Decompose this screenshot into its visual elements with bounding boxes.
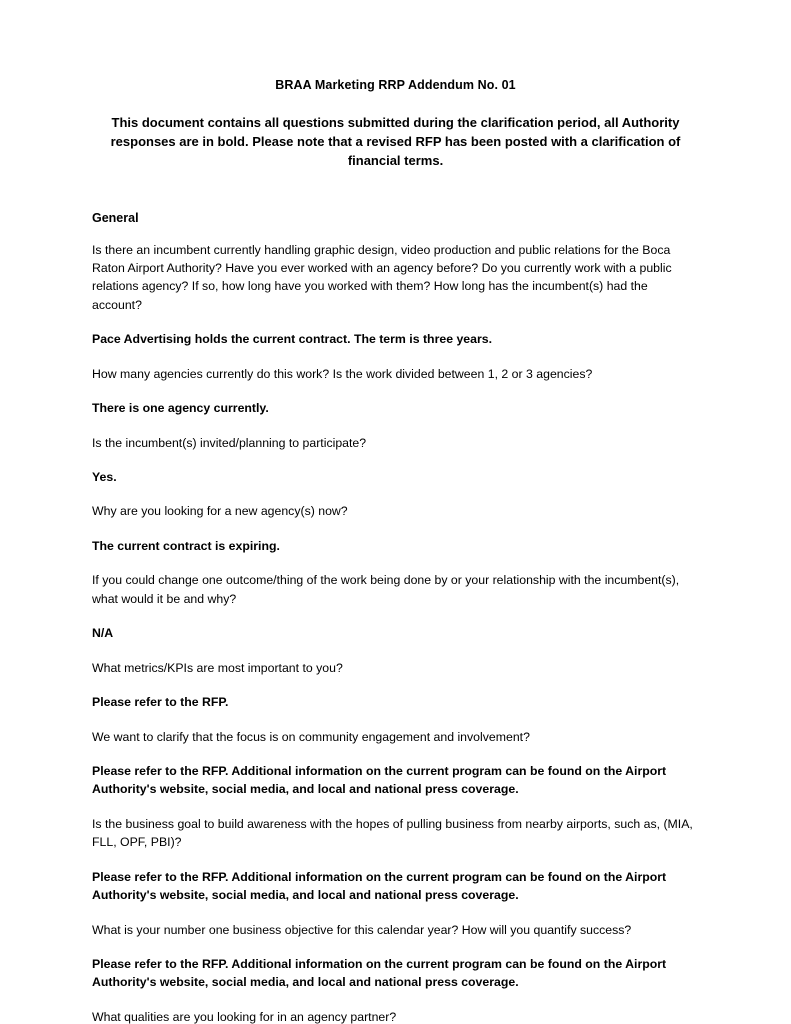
document-intro: This document contains all questions submitted during the clarification period, all Authority responses are in bold. Please note that a revised RFP has been posted with a clarification of financial terms. [110,115,681,168]
page-title: BRAA Marketing RRP Addendum No. 01 [275,78,516,92]
question-item: What is your number one business objective for this calendar year? How will you quantify success? [92,922,632,937]
answer-item: The current contract is expiring. [92,538,280,553]
question-item: What qualities are you looking for in an agency partner? [92,1009,397,1024]
section-general [92,211,699,1024]
answer-item: Pace Advertising holds the current contract. The term is three years. [92,332,493,347]
question-item: What metrics/KPIs are most important to you? [92,660,343,675]
question-item: If you could change one outcome/thing of the work being done by or your relationship with the incumbent(s), what would it be and why? [92,573,680,606]
question-item: Is the incumbent(s) invited/planning to participate? [92,435,367,450]
question-item: Is the business goal to build awareness with the hopes of pulling business from nearby airports, such as, (MIA, FLL, OPF, PBI)? [92,816,693,850]
answer-item: Please refer to the RFP. Additional information on the current program can be found on the Airport Authority's website, social media, and local and national press coverage. [92,869,667,903]
question-item: Is there an incumbent currently handling graphic design, video production and public relations for the Boca Raton Airport Authority? Have you ever worked with an agency before? Do you currently work with a public relations agency? If so, how long have you worked with them? How long has the incumbent(s) had the account? [92,242,672,312]
answer-item: Please refer to the RFP. Additional information on the current program can be found on the Airport Authority's website, social media, and local and national press coverage. [92,763,667,797]
section-heading: General [92,210,139,225]
question-item: We want to clarify that the focus is on community engagement and involvement? [92,729,530,744]
answer-item: Yes. [92,470,117,485]
answer-item: Please refer to the RFP. Additional information on the current program can be found on the Airport Authority's website, social media, and local and national press coverage. [92,957,667,990]
question-item: How many agencies currently do this work? Is the work divided between 1, 2 or 3 agencies? [92,366,593,381]
answer-item: N/A [92,626,114,641]
answer-item: There is one agency currently. [92,401,269,416]
question-item: Why are you looking for a new agency(s) now? [92,504,348,519]
answer-item: Please refer to the RFP. [92,695,229,710]
